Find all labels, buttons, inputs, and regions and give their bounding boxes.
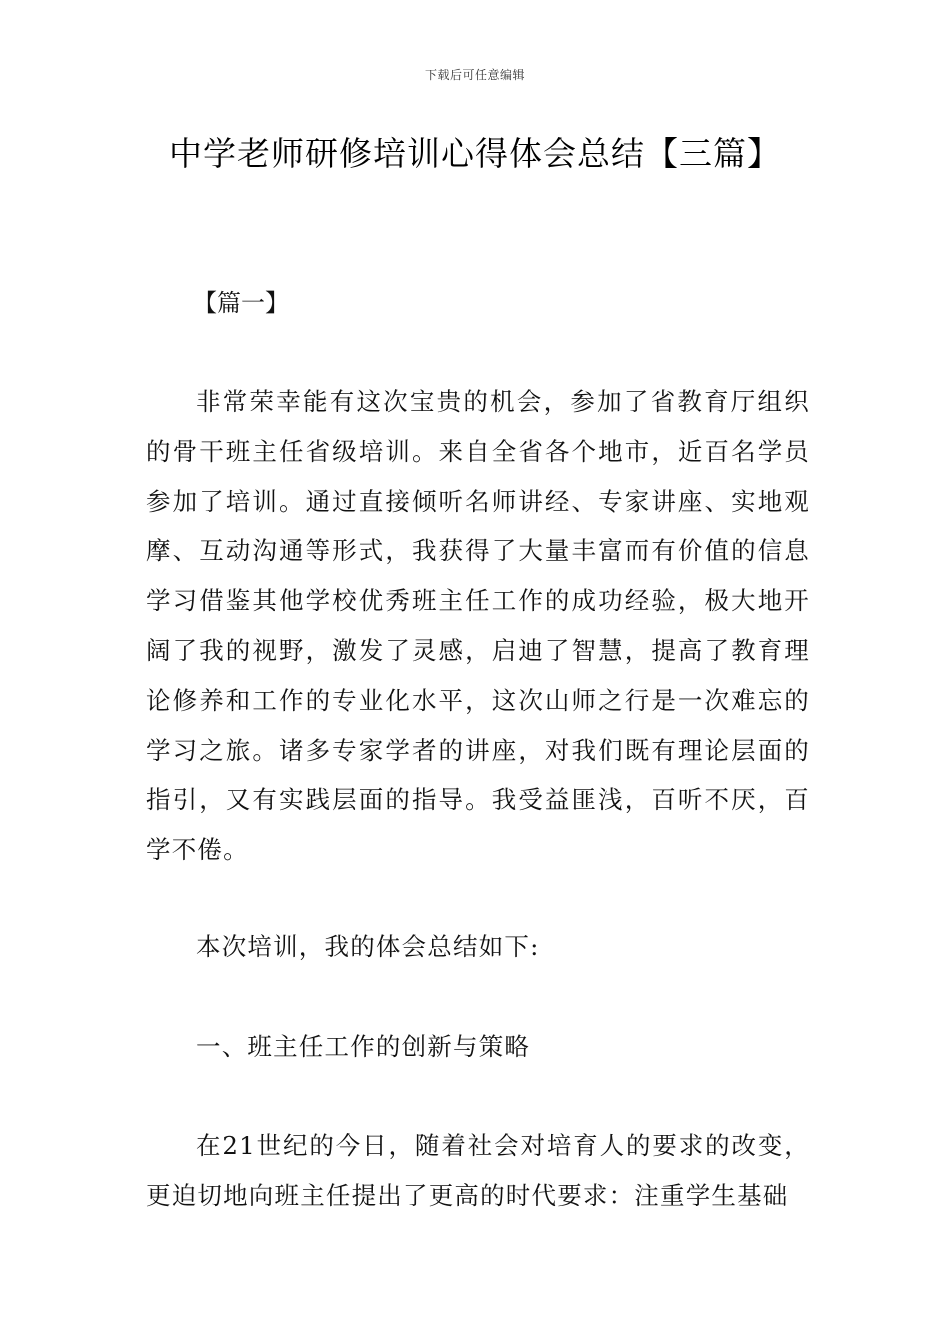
header-note: 下载后可任意编辑: [424, 68, 525, 82]
document-title: 中学老师研修培训心得体会总结【三篇】: [169, 134, 781, 173]
section-heading: 【篇一】: [193, 289, 289, 317]
body-paragraph-intro: 非常荣幸能有这次宝贵的机会，参加了省教育厅组织的骨干班主任省级培训。来自全省各个地市，近百名学员参加了培训。通过直接倾听名师讲经、专家讲座、实地观摩、互动沟通等形式，我获得了大量丰富而有价值的信息学习借鉴其他学校优秀班主任工作的成功经验，极大地开阔了我的视野，激发了灵感，启迪了智慧，提高了教育理论修养和工作的专业化水平，这次山师之行是一次难忘的学习之旅。诸多专家学者的讲座，对我们既有理论层面的指引，又有实践层面的指导。我受益匪浅，百听不厌，百学不倦。: [146, 387, 810, 865]
body-paragraph-context: 在21世纪的今日，随着社会对培育人的要求的改变，更迫切地向班主任提出了更高的时代要求：注重学生基础: [146, 1131, 810, 1210]
subsection-heading: 一、班主任工作的创新与策略: [196, 1032, 531, 1061]
body-paragraph-summary-lead: 本次培训，我的体会总结如下:: [196, 932, 540, 961]
